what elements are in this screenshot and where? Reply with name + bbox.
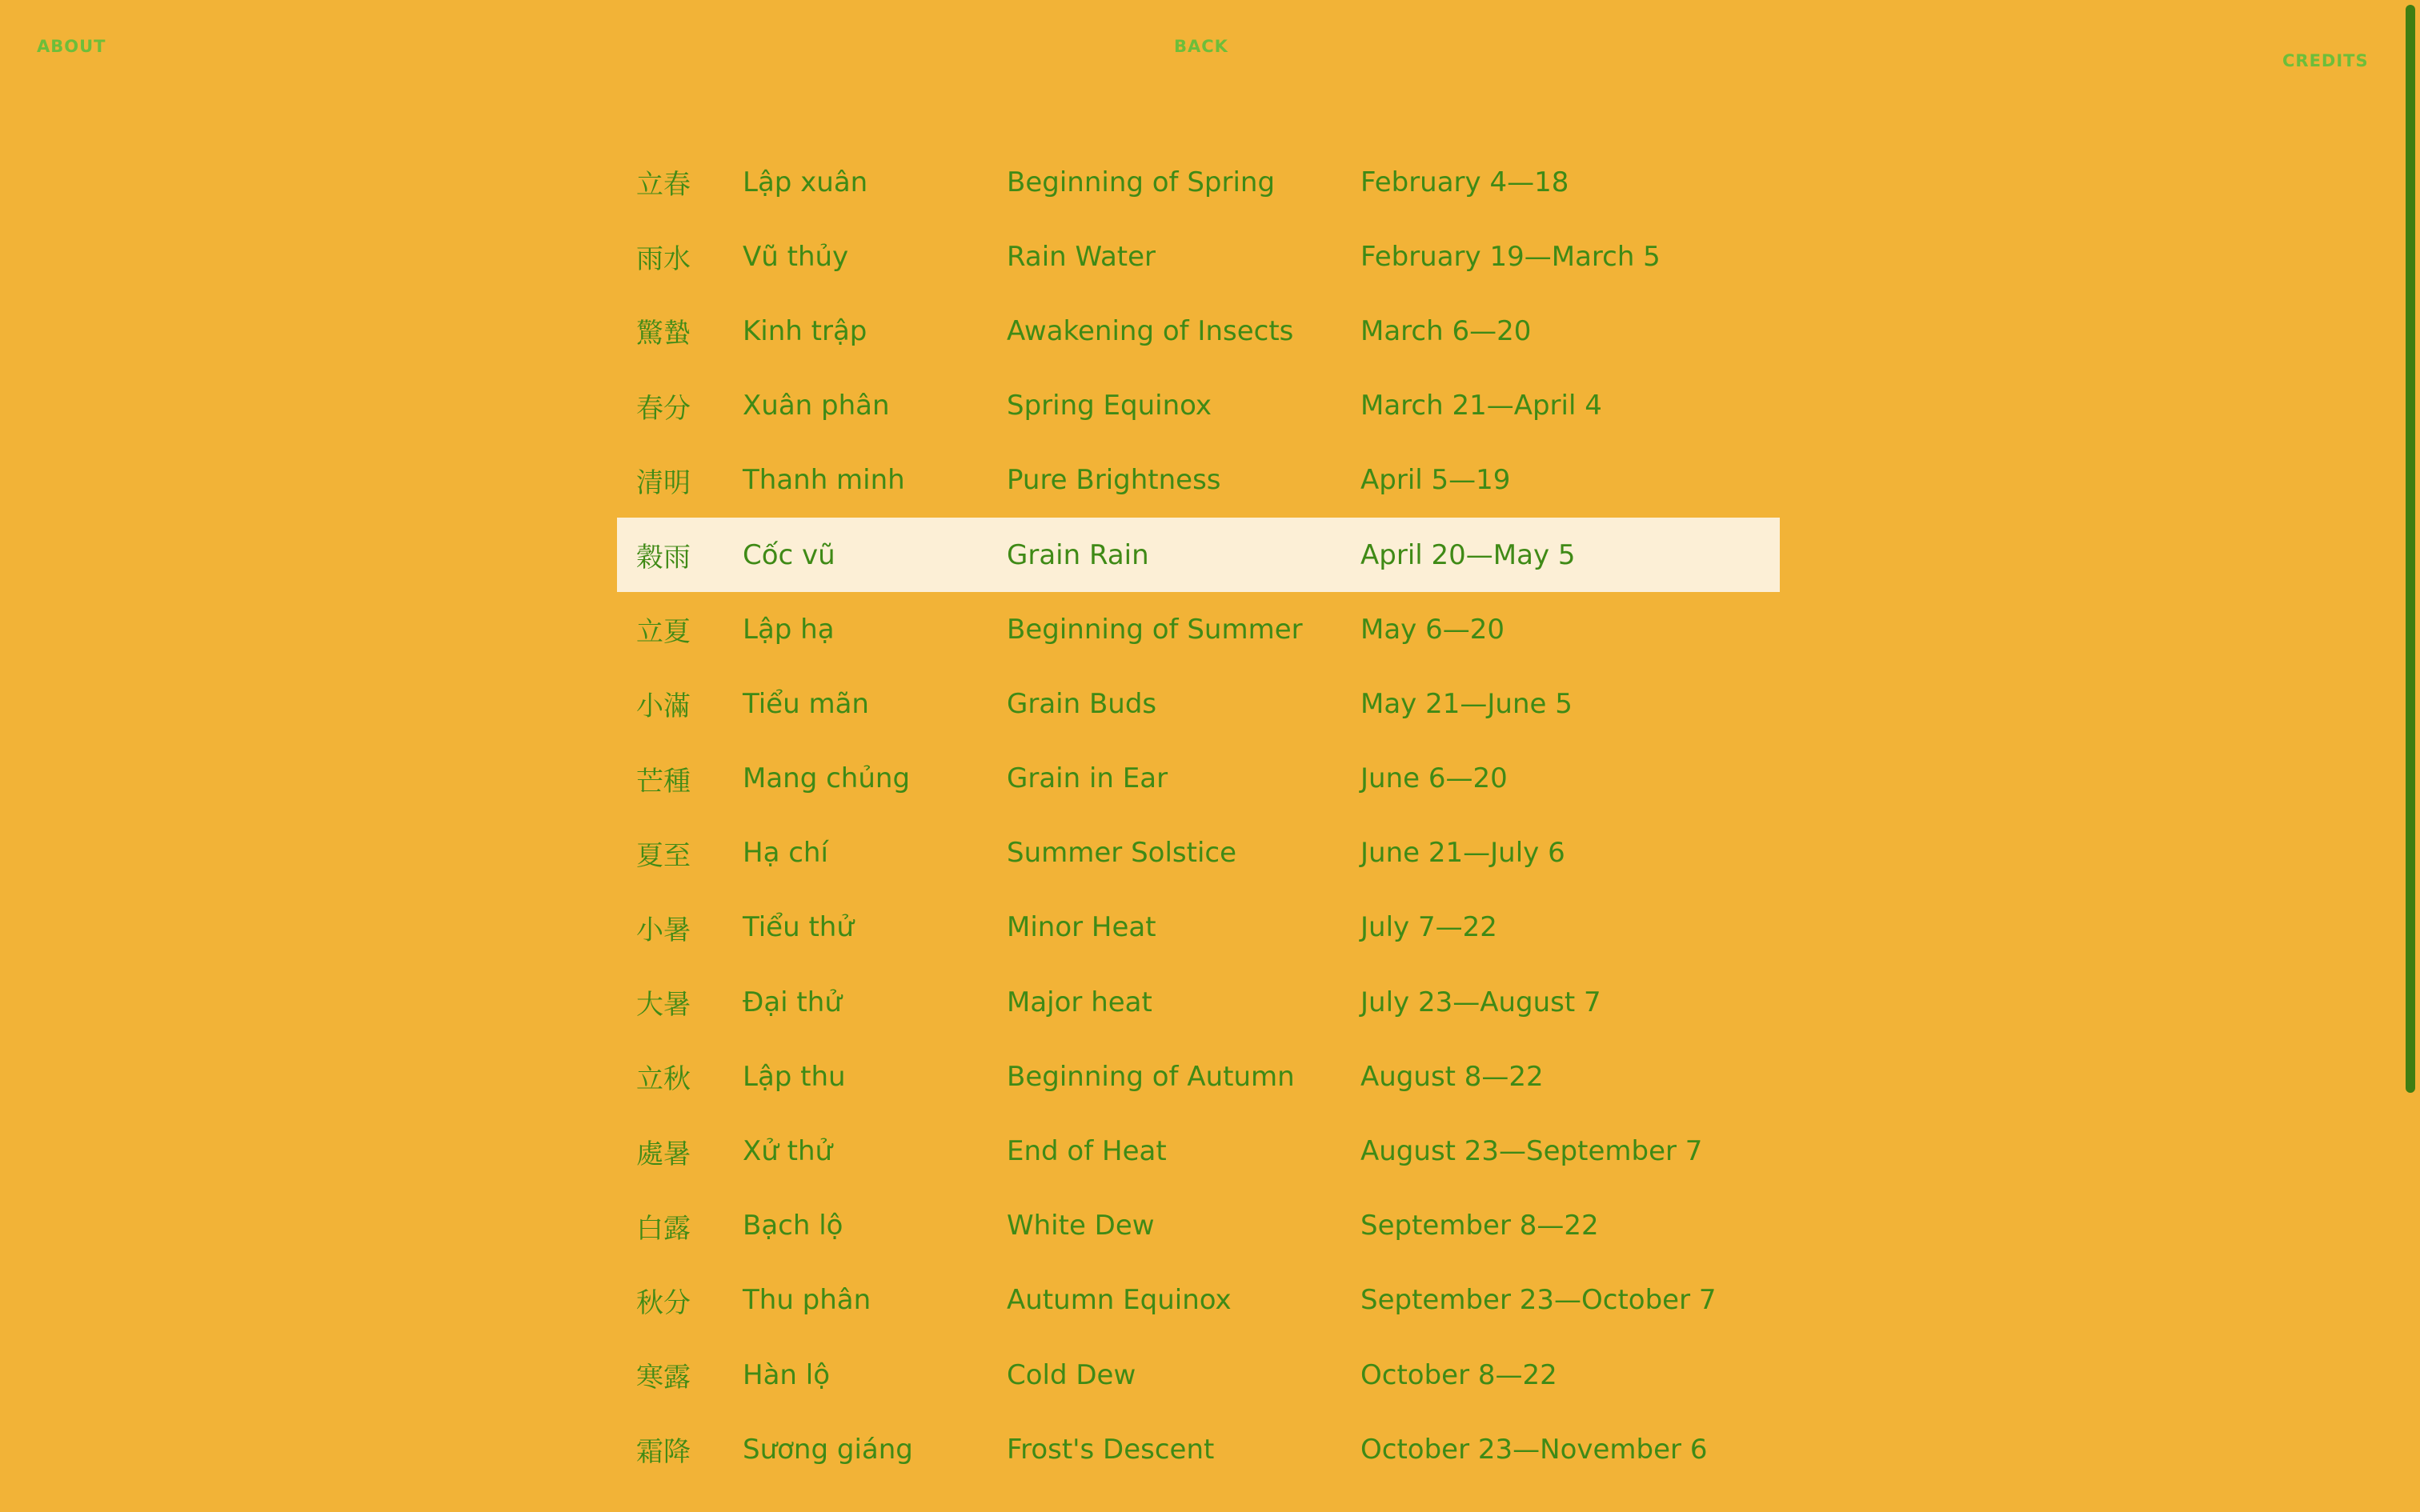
date-range-cell: April 20—May 5 [1360,538,1576,571]
date-range-cell: February 4—18 [1360,166,1569,198]
vietnamese-name-cell: Sương giáng [743,1433,913,1466]
vietnamese-name-cell: Thanh minh [743,464,905,497]
vietnamese-name-cell: Hàn lộ [743,1358,831,1391]
hanzi-cell: 白露 [636,1212,691,1245]
hanzi-cell: 小暑 [636,914,691,946]
hanzi-cell: 春分 [636,392,691,425]
date-range-cell: March 21—April 4 [1360,390,1602,422]
hanzi-cell: 秋分 [636,1286,691,1319]
date-range-cell: April 5—19 [1360,464,1511,497]
date-range-cell: August 23—September 7 [1360,1135,1703,1168]
english-name-cell: Rain Water [1007,240,1156,273]
hanzi-cell: 霜降 [636,1436,691,1469]
vietnamese-name-cell: Lập thu [743,1060,846,1093]
table-row-selected[interactable] [617,518,1780,592]
english-name-cell: Pure Brightness [1007,464,1221,497]
vietnamese-name-cell: Mang chủng [743,762,911,795]
english-name-cell: Spring Equinox [1007,390,1212,422]
table-row[interactable] [617,1114,1780,1188]
hanzi-cell: 清明 [636,466,691,499]
hanzi-cell: 芒種 [636,765,691,798]
vietnamese-name-cell: Xuân phân [743,390,890,422]
date-range-cell: March 6—20 [1360,314,1532,347]
hanzi-cell: 寒露 [636,1362,691,1394]
hanzi-cell: 大暑 [636,989,691,1022]
table-row[interactable] [617,443,1780,518]
back-link[interactable]: BACK [1174,37,1228,56]
english-name-cell: Minor Heat [1007,911,1156,944]
vietnamese-name-cell: Kinh trập [743,314,867,347]
vietnamese-name-cell: Vũ thủy [743,240,849,273]
date-range-cell: May 21—June 5 [1360,687,1573,720]
hanzi-cell: 雨水 [636,243,691,276]
vietnamese-name-cell: Xử thử [743,1135,833,1168]
table-row[interactable] [617,1189,1780,1263]
english-name-cell: Grain in Ear [1007,762,1168,795]
vietnamese-name-cell: Thu phân [743,1284,871,1317]
hanzi-cell: 小滿 [636,690,691,723]
date-range-cell: May 6—20 [1360,613,1504,646]
english-name-cell: Summer Solstice [1007,837,1237,870]
hanzi-cell: 穀雨 [636,542,691,574]
hanzi-cell: 夏至 [636,839,691,872]
hanzi-cell: 立春 [636,169,691,202]
date-range-cell: October 23—November 6 [1360,1433,1708,1466]
vietnamese-name-cell: Bạch lộ [743,1210,843,1242]
date-range-cell: August 8—22 [1360,1060,1544,1093]
table-row[interactable] [617,965,1780,1039]
english-name-cell: Grain Rain [1007,538,1149,571]
table-row[interactable] [617,1338,1780,1412]
credits-link[interactable]: CREDITS [2282,51,2369,70]
english-name-cell: Grain Buds [1007,687,1157,720]
date-range-cell: June 6—20 [1360,762,1508,795]
date-range-cell: June 21—July 6 [1360,837,1565,870]
english-name-cell: Beginning of Summer [1007,613,1303,646]
english-name-cell: Beginning of Autumn [1007,1060,1295,1093]
solar-terms-table [617,145,1780,1486]
date-range-cell: February 19—March 5 [1360,240,1661,273]
english-name-cell: Cold Dew [1007,1358,1136,1391]
table-row[interactable] [617,294,1780,368]
vietnamese-name-cell: Cốc vũ [743,538,835,571]
table-row[interactable] [617,816,1780,890]
table-row[interactable] [617,742,1780,816]
date-range-cell: September 8—22 [1360,1210,1599,1242]
table-row[interactable] [617,890,1780,965]
table-row[interactable] [617,666,1780,741]
date-range-cell: July 23—August 7 [1360,986,1601,1018]
date-range-cell: October 8—22 [1360,1358,1557,1391]
english-name-cell: Major heat [1007,986,1152,1018]
about-link[interactable]: ABOUT [37,37,106,56]
hanzi-cell: 立秋 [636,1063,691,1096]
vietnamese-name-cell: Lập hạ [743,613,835,646]
vietnamese-name-cell: Hạ chí [743,837,828,870]
hanzi-cell: 處暑 [636,1138,691,1170]
scrollbar-thumb[interactable] [2406,5,2415,1093]
hanzi-cell: 驚蟄 [636,318,691,350]
vietnamese-name-cell: Đại thử [743,986,842,1018]
english-name-cell: Beginning of Spring [1007,166,1276,198]
english-name-cell: Awakening of Insects [1007,314,1294,347]
vietnamese-name-cell: Tiểu thử [743,911,854,944]
english-name-cell: End of Heat [1007,1135,1167,1168]
table-row[interactable] [617,592,1780,666]
table-row[interactable] [617,369,1780,443]
table-row[interactable] [617,1263,1780,1338]
table-row[interactable] [617,1412,1780,1486]
english-name-cell: Autumn Equinox [1007,1284,1232,1317]
date-range-cell: July 7—22 [1360,911,1497,944]
english-name-cell: Frost's Descent [1007,1433,1215,1466]
date-range-cell: September 23—October 7 [1360,1284,1717,1317]
english-name-cell: White Dew [1007,1210,1155,1242]
scrollbar[interactable] [2401,0,2420,1512]
vietnamese-name-cell: Tiểu mãn [743,687,869,720]
table-row[interactable] [617,145,1780,219]
table-row[interactable] [617,1039,1780,1114]
hanzi-cell: 立夏 [636,616,691,649]
table-row[interactable] [617,219,1780,294]
vietnamese-name-cell: Lập xuân [743,166,868,198]
